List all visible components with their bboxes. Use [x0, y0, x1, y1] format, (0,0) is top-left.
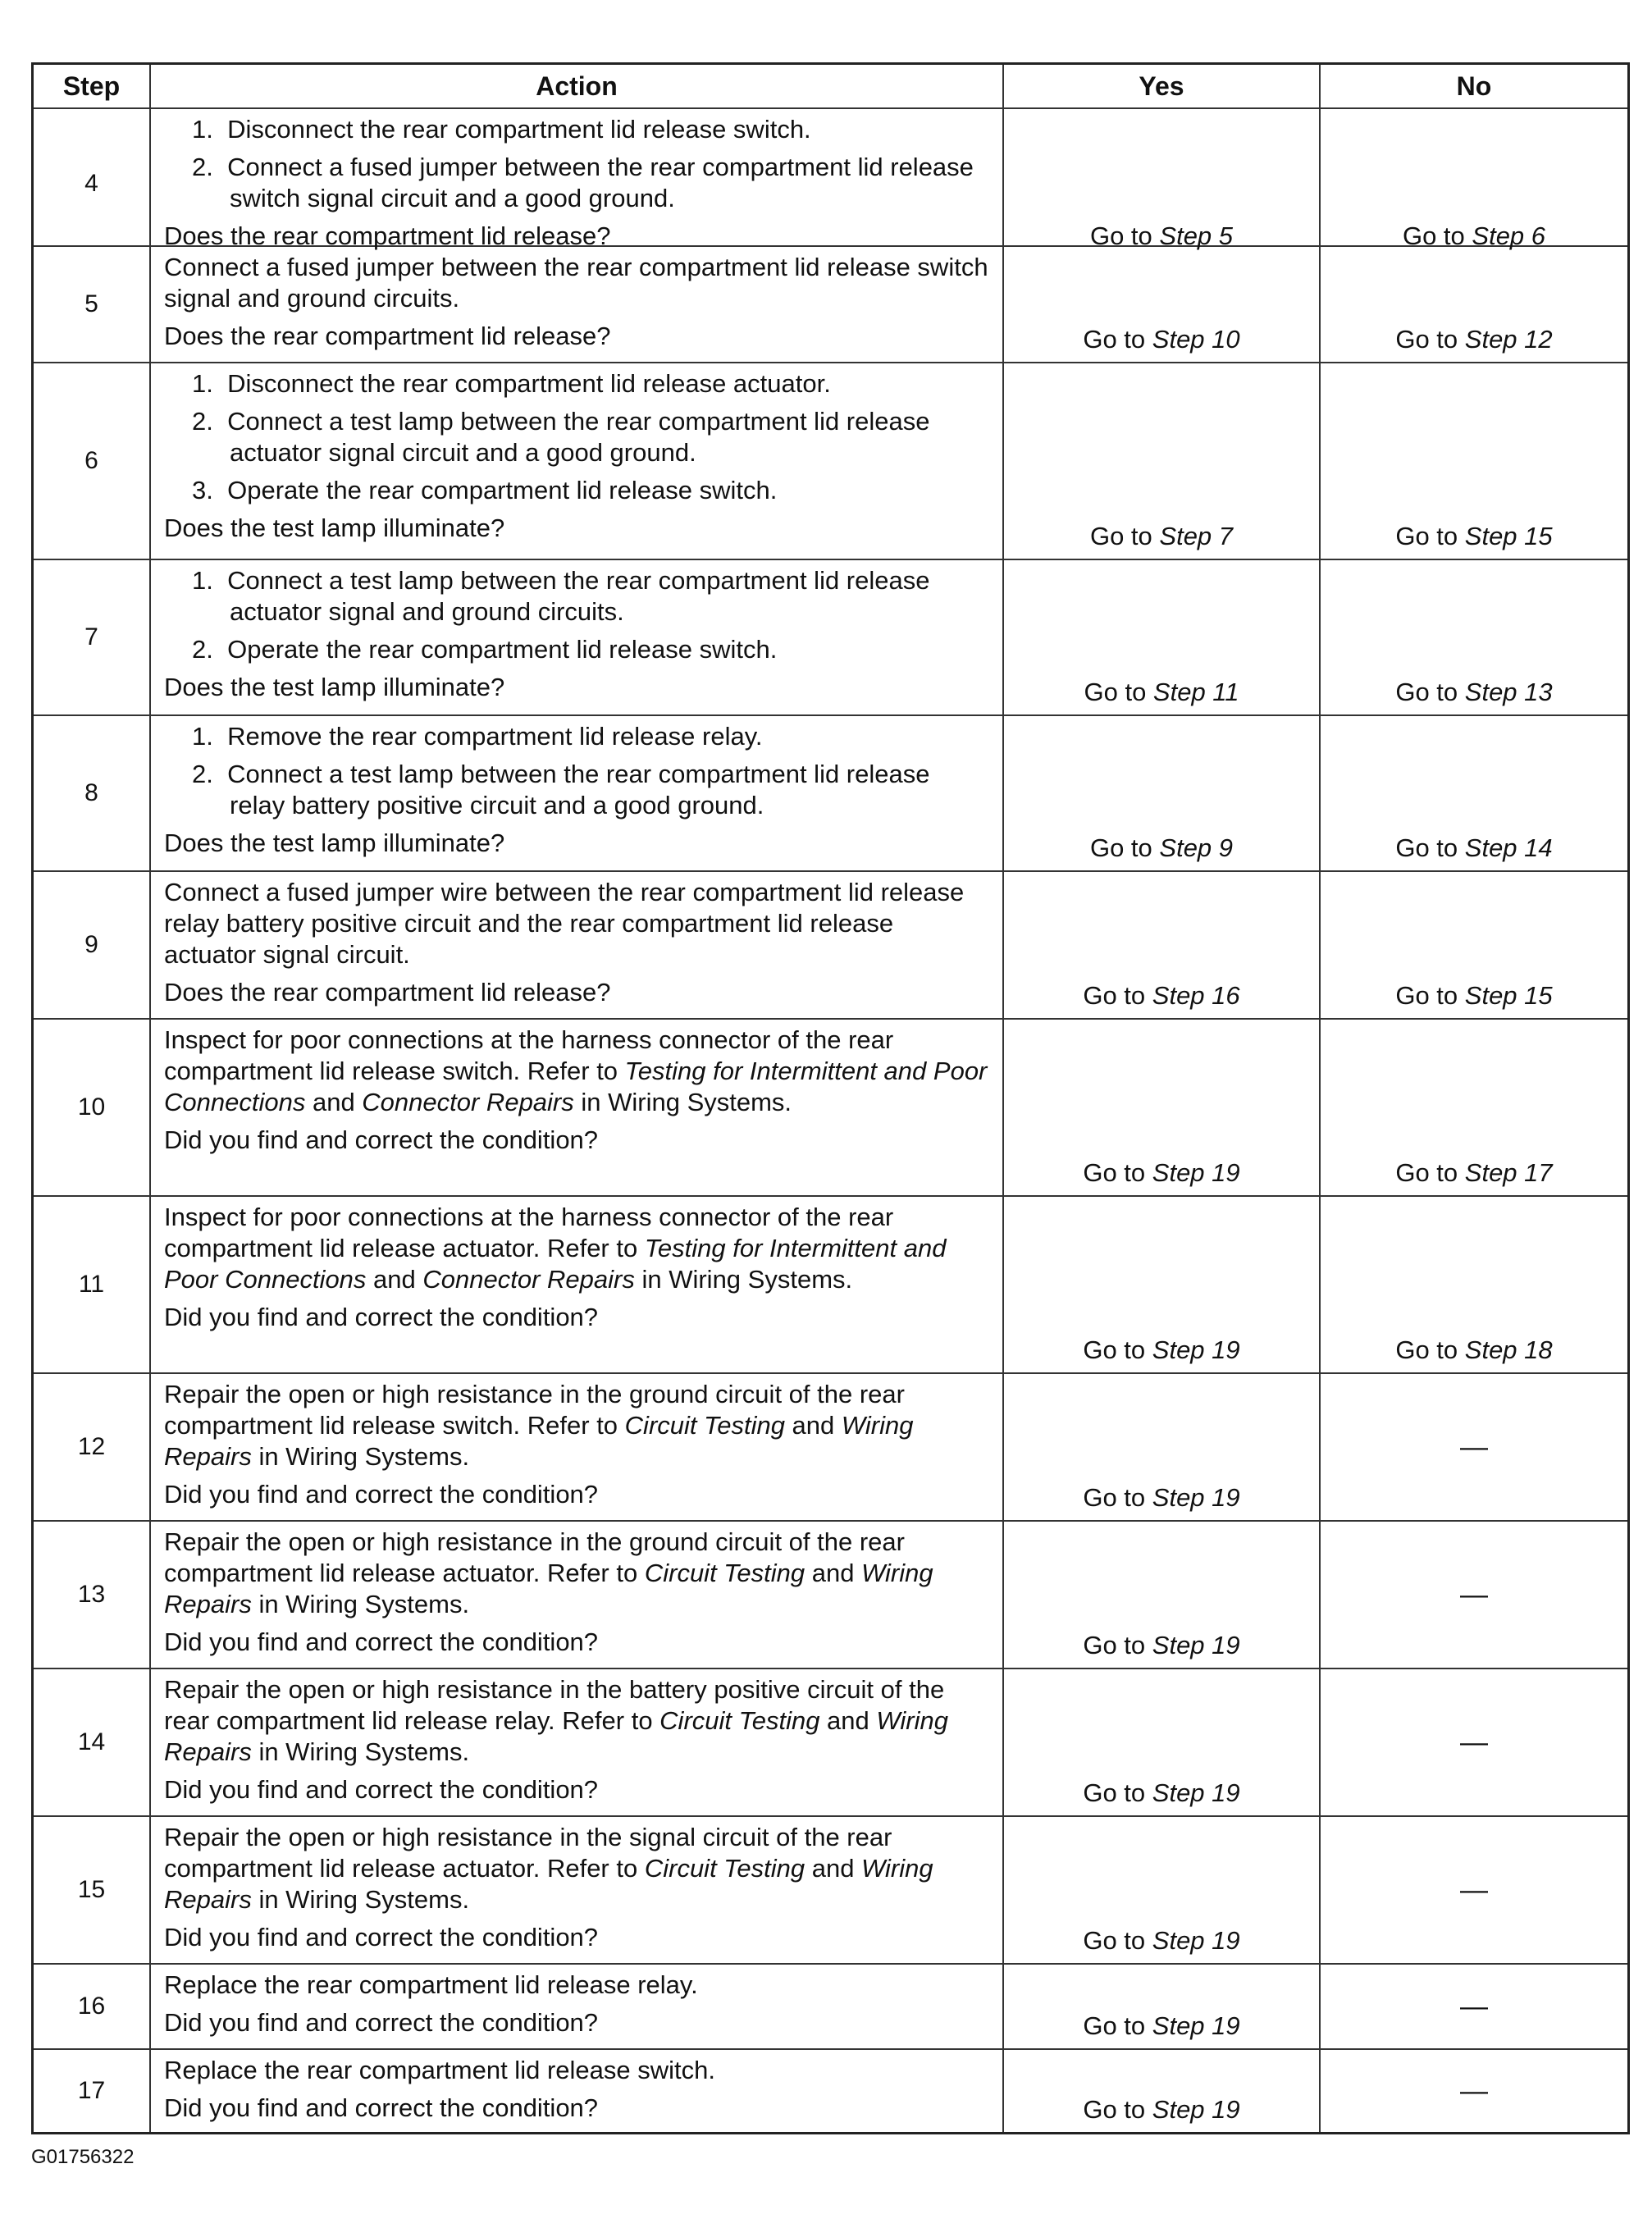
action-numbered-item — [164, 565, 991, 628]
dash-mark: — — [1460, 1874, 1488, 1906]
yes-answer[interactable] — [1002, 716, 1319, 870]
goto-label: Go to — [1083, 2011, 1152, 2040]
no-answer[interactable] — [1319, 716, 1627, 870]
table-row — [34, 245, 1627, 362]
table-row — [34, 1520, 1627, 1668]
action-numbered-item — [164, 368, 991, 399]
text-segment: Does the rear compartment lid release? — [164, 221, 611, 250]
step-link[interactable]: Step 13 — [1464, 678, 1553, 706]
goto-label: Go to — [1089, 833, 1160, 862]
text-segment: Did you find and correct the condition? — [164, 1627, 599, 1656]
text-segment: Does the test lamp illuminate? — [164, 514, 505, 542]
text-segment: in Wiring Systems. — [251, 1885, 470, 1914]
action-cell — [149, 1522, 1002, 1668]
item-number: 1. — [192, 115, 213, 144]
step-link[interactable]: Step 19 — [1152, 1158, 1240, 1187]
table-row — [34, 1815, 1627, 1963]
step-link[interactable]: Step 19 — [1152, 1926, 1240, 1955]
action-question — [164, 977, 991, 1008]
action-numbered-item — [164, 475, 991, 506]
reference-text: Wiring Repairs — [164, 1411, 914, 1471]
action-paragraph — [164, 1970, 991, 2001]
goto-label: Go to — [1395, 522, 1465, 550]
text-segment: and — [305, 1088, 363, 1116]
text-segment: in Wiring Systems. — [573, 1088, 792, 1116]
goto-label: Go to — [1395, 1335, 1465, 1364]
action-numbered-item — [164, 759, 991, 821]
dash-mark: — — [1460, 1431, 1488, 1463]
table-row — [34, 362, 1627, 559]
yes-answer[interactable] — [1002, 1817, 1319, 1963]
step-number: 8 — [84, 779, 98, 806]
table-body — [34, 107, 1627, 2132]
item-number: 3. — [192, 476, 213, 504]
step-link[interactable]: Step 18 — [1464, 1335, 1553, 1364]
text-segment: Operate the rear compartment lid release switch. — [227, 635, 778, 664]
reference-text: Testing for Intermittent and Poor Connections — [164, 1234, 947, 1294]
no-answer[interactable] — [1319, 109, 1627, 258]
no-answer — [1319, 1965, 1627, 2048]
goto-label: Go to — [1083, 1926, 1152, 1955]
no-answer[interactable] — [1319, 872, 1627, 1018]
text-segment: Did you find and correct the condition? — [164, 1125, 599, 1154]
goto-label: Go to — [1395, 833, 1465, 862]
action-cell — [149, 1669, 1002, 1815]
no-answer[interactable] — [1319, 1020, 1627, 1195]
text-segment: in Wiring Systems. — [251, 1737, 470, 1766]
text-segment: in Wiring Systems. — [251, 1442, 470, 1471]
yes-answer[interactable] — [1002, 1669, 1319, 1815]
text-segment: Replace the rear compartment lid release relay. — [164, 1970, 698, 1999]
goto-label: Go to — [1083, 1483, 1152, 1512]
goto-label: Go to — [1083, 1158, 1152, 1187]
text-segment: and — [366, 1265, 423, 1294]
yes-answer[interactable] — [1002, 1522, 1319, 1668]
text-segment: in Wiring Systems. — [634, 1265, 853, 1294]
text-segment: Does the rear compartment lid release? — [164, 978, 611, 1007]
step-link[interactable]: Step 5 — [1159, 221, 1234, 250]
action-cell — [149, 2050, 1002, 2132]
table-row — [34, 1963, 1627, 2048]
header-action: Action — [149, 65, 1002, 107]
table-row — [34, 1668, 1627, 1815]
yes-answer[interactable] — [1002, 1020, 1319, 1195]
text-segment: Did you find and correct the condition? — [164, 1303, 599, 1331]
reference-text: Connector Repairs — [362, 1088, 574, 1116]
goto-label: Go to — [1089, 522, 1160, 550]
text-segment: Did you find and correct the condition? — [164, 1923, 599, 1952]
text-segment: Inspect for poor connections at the harness connector of the rear compartment lid release switch. Refer to — [164, 1025, 894, 1085]
reference-text: Testing for Intermittent and Poor Connections — [164, 1057, 988, 1116]
action-numbered-item — [164, 721, 991, 752]
text-segment: Repair the open or high resistance in the battery positive circuit of the rear compartment lid release relay. Refer to — [164, 1675, 945, 1735]
text-segment: Operate the rear compartment lid release switch. — [227, 476, 778, 504]
reference-text: Circuit Testing — [644, 1854, 805, 1883]
yes-answer[interactable] — [1002, 109, 1319, 258]
goto-label: Go to — [1402, 221, 1472, 250]
action-numbered-item — [164, 114, 991, 145]
step-link[interactable]: Step 19 — [1152, 2095, 1240, 2124]
yes-answer[interactable] — [1002, 2050, 1319, 2132]
step-link[interactable]: Step 17 — [1464, 1158, 1553, 1187]
item-number: 2. — [192, 153, 213, 181]
item-number: 1. — [192, 566, 213, 595]
goto-label: Go to — [1395, 981, 1465, 1010]
text-segment: Did you find and correct the condition? — [164, 1480, 599, 1509]
step-number: 5 — [84, 290, 98, 317]
reference-text: Wiring Repairs — [164, 1854, 933, 1914]
step-link[interactable]: Step 9 — [1159, 833, 1234, 862]
no-answer — [1319, 1817, 1627, 1963]
text-segment: and — [819, 1706, 877, 1735]
goto-label: Go to — [1083, 325, 1152, 354]
item-number: 1. — [192, 369, 213, 398]
yes-answer[interactable] — [1002, 1374, 1319, 1520]
goto-label: Go to — [1089, 221, 1160, 250]
no-answer — [1319, 2050, 1627, 2132]
text-segment: Connect a test lamp between the rear compartment lid release actuator signal and ground circuits. — [227, 566, 930, 626]
step-number: 14 — [77, 1728, 106, 1755]
yes-answer[interactable] — [1002, 560, 1319, 714]
yes-answer[interactable] — [1002, 247, 1319, 362]
yes-answer[interactable] — [1002, 363, 1319, 559]
action-numbered-item — [164, 152, 991, 214]
action-paragraph — [164, 1527, 991, 1620]
action-cell — [149, 247, 1002, 362]
no-answer — [1319, 1522, 1627, 1668]
table-row — [34, 1372, 1627, 1520]
action-paragraph — [164, 1822, 991, 1915]
action-cell — [149, 560, 1002, 714]
action-question — [164, 1627, 991, 1658]
reference-text: Connector Repairs — [422, 1265, 635, 1294]
step-number: 9 — [84, 931, 98, 958]
yes-answer[interactable] — [1002, 1197, 1319, 1372]
action-question — [164, 1774, 991, 1805]
action-question — [164, 1125, 991, 1156]
step-link[interactable]: Step 15 — [1464, 981, 1553, 1010]
step-link[interactable]: Step 6 — [1472, 221, 1546, 250]
action-question — [164, 1922, 991, 1953]
action-paragraph — [164, 252, 991, 314]
dash-mark: — — [1460, 2075, 1488, 2107]
reference-text: Circuit Testing — [624, 1411, 785, 1440]
action-cell — [149, 1197, 1002, 1372]
text-segment: Connect a fused jumper between the rear compartment lid release switch signal circuit and a good ground. — [227, 153, 974, 212]
reference-text: Circuit Testing — [644, 1559, 805, 1587]
no-answer[interactable] — [1319, 247, 1627, 362]
no-answer[interactable] — [1319, 363, 1627, 559]
action-cell — [149, 109, 1002, 258]
header-no: No — [1319, 65, 1627, 107]
item-number: 2. — [192, 760, 213, 788]
text-segment: and — [784, 1411, 842, 1440]
action-paragraph — [164, 2055, 991, 2086]
action-question — [164, 828, 991, 859]
action-question — [164, 2007, 991, 2038]
text-segment: Repair the open or high resistance in the ground circuit of the rear compartment lid release actuator. Refer to — [164, 1527, 905, 1587]
figure-code: G01756322 — [31, 2146, 135, 2168]
table-row — [34, 559, 1627, 714]
text-segment: Does the test lamp illuminate? — [164, 829, 505, 857]
step-link[interactable]: Step 19 — [1152, 1483, 1240, 1512]
text-segment: Connect a test lamp between the rear compartment lid release relay battery positive circuit and a good ground. — [227, 760, 930, 819]
action-paragraph — [164, 1674, 991, 1768]
text-segment: Does the rear compartment lid release? — [164, 322, 611, 350]
text-segment: Disconnect the rear compartment lid release actuator. — [227, 369, 831, 398]
text-segment: Repair the open or high resistance in the signal circuit of the rear compartment lid release actuator. Refer to — [164, 1823, 892, 1883]
action-cell — [149, 716, 1002, 870]
step-number: 7 — [84, 623, 98, 651]
text-segment: Connect a test lamp between the rear compartment lid release actuator signal circuit and a good ground. — [227, 407, 930, 467]
dash-mark: — — [1460, 1727, 1488, 1758]
text-segment: Did you find and correct the condition? — [164, 2008, 599, 2037]
step-link[interactable]: Step 16 — [1152, 981, 1240, 1010]
yes-answer[interactable] — [1002, 1965, 1319, 2048]
action-numbered-item — [164, 406, 991, 468]
goto-label: Go to — [1395, 1158, 1465, 1187]
step-link[interactable]: Step 19 — [1152, 1335, 1240, 1364]
yes-answer[interactable] — [1002, 872, 1319, 1018]
table-row — [34, 1018, 1627, 1195]
action-cell — [149, 1817, 1002, 1963]
table-row — [34, 870, 1627, 1018]
step-link[interactable]: Step 10 — [1152, 325, 1240, 354]
action-paragraph — [164, 1379, 991, 1472]
text-segment: Repair the open or high resistance in the ground circuit of the rear compartment lid release switch. Refer to — [164, 1380, 905, 1440]
action-cell — [149, 1965, 1002, 2048]
text-segment: and — [805, 1854, 862, 1883]
action-paragraph — [164, 1025, 991, 1118]
action-question — [164, 1479, 991, 1510]
action-cell — [149, 1020, 1002, 1195]
action-numbered-item — [164, 634, 991, 665]
step-link[interactable]: Step 15 — [1464, 522, 1553, 550]
goto-label: Go to — [1395, 325, 1465, 354]
no-answer — [1319, 1669, 1627, 1815]
reference-text: Wiring Repairs — [164, 1559, 933, 1618]
step-link[interactable]: Step 19 — [1152, 2011, 1240, 2040]
goto-label: Go to — [1083, 2095, 1152, 2124]
action-question — [164, 2093, 991, 2124]
header-yes: Yes — [1002, 65, 1319, 107]
table-row — [34, 2048, 1627, 2132]
step-number: 11 — [78, 1271, 105, 1298]
text-segment: Did you find and correct the condition? — [164, 2093, 599, 2122]
step-number: 6 — [84, 447, 98, 474]
step-number: 13 — [77, 1581, 106, 1608]
no-answer — [1319, 1374, 1627, 1520]
action-question — [164, 1302, 991, 1333]
table-row — [34, 1195, 1627, 1372]
no-answer[interactable] — [1319, 1197, 1627, 1372]
step-link[interactable]: Step 12 — [1464, 325, 1553, 354]
text-segment: and — [805, 1559, 862, 1587]
item-number: 1. — [192, 722, 213, 751]
step-number: 12 — [77, 1433, 106, 1460]
step-link[interactable]: Step 7 — [1159, 522, 1234, 550]
text-segment: Does the test lamp illuminate? — [164, 673, 505, 701]
action-question — [164, 513, 991, 544]
goto-label: Go to — [1083, 1778, 1152, 1807]
text-segment: in Wiring Systems. — [251, 1590, 470, 1618]
step-number: 17 — [77, 2077, 106, 2104]
step-link[interactable]: Step 14 — [1464, 833, 1553, 862]
goto-label: Go to — [1395, 678, 1465, 706]
action-cell — [149, 872, 1002, 1018]
action-question — [164, 321, 991, 352]
goto-label: Go to — [1084, 678, 1153, 706]
action-paragraph — [164, 1202, 991, 1295]
table-row — [34, 107, 1627, 250]
step-link[interactable]: Step 19 — [1152, 1631, 1240, 1659]
action-cell — [149, 363, 1002, 559]
text-segment: Replace the rear compartment lid release switch. — [164, 2056, 715, 2084]
step-number: 16 — [77, 1993, 106, 2020]
table-row — [34, 714, 1627, 870]
step-number: 4 — [84, 170, 98, 197]
diagnostic-table — [31, 62, 1630, 2134]
action-cell — [149, 1374, 1002, 1520]
goto-label: Go to — [1083, 1335, 1152, 1364]
goto-label: Go to — [1083, 1631, 1152, 1659]
text-segment: Did you find and correct the condition? — [164, 1775, 599, 1804]
dash-mark: — — [1460, 1991, 1488, 2022]
step-link[interactable]: Step 11 — [1152, 678, 1239, 706]
action-paragraph — [164, 877, 991, 970]
reference-text: Wiring Repairs — [164, 1706, 948, 1766]
no-answer[interactable] — [1319, 560, 1627, 714]
item-number: 2. — [192, 407, 213, 436]
text-segment: Connect a fused jumper wire between the rear compartment lid release relay battery positive circuit and the rear compartment lid release actuator signal circuit. — [164, 878, 965, 969]
text-segment: Inspect for poor connections at the harness connector of the rear compartment lid release actuator. Refer to — [164, 1203, 894, 1262]
dash-mark: — — [1460, 1579, 1488, 1610]
action-question — [164, 672, 991, 703]
item-number: 2. — [192, 635, 213, 664]
text-segment: Remove the rear compartment lid release relay. — [227, 722, 763, 751]
step-link[interactable]: Step 19 — [1152, 1778, 1240, 1807]
reference-text: Circuit Testing — [659, 1706, 820, 1735]
goto-label: Go to — [1083, 981, 1152, 1010]
table-header-row — [34, 65, 1627, 107]
text-segment: Connect a fused jumper between the rear compartment lid release switch signal and ground circuits. — [164, 253, 988, 313]
step-number: 15 — [77, 1876, 106, 1903]
text-segment: Disconnect the rear compartment lid release switch. — [227, 115, 811, 144]
header-step: Step — [62, 71, 121, 101]
step-number: 10 — [77, 1093, 106, 1121]
